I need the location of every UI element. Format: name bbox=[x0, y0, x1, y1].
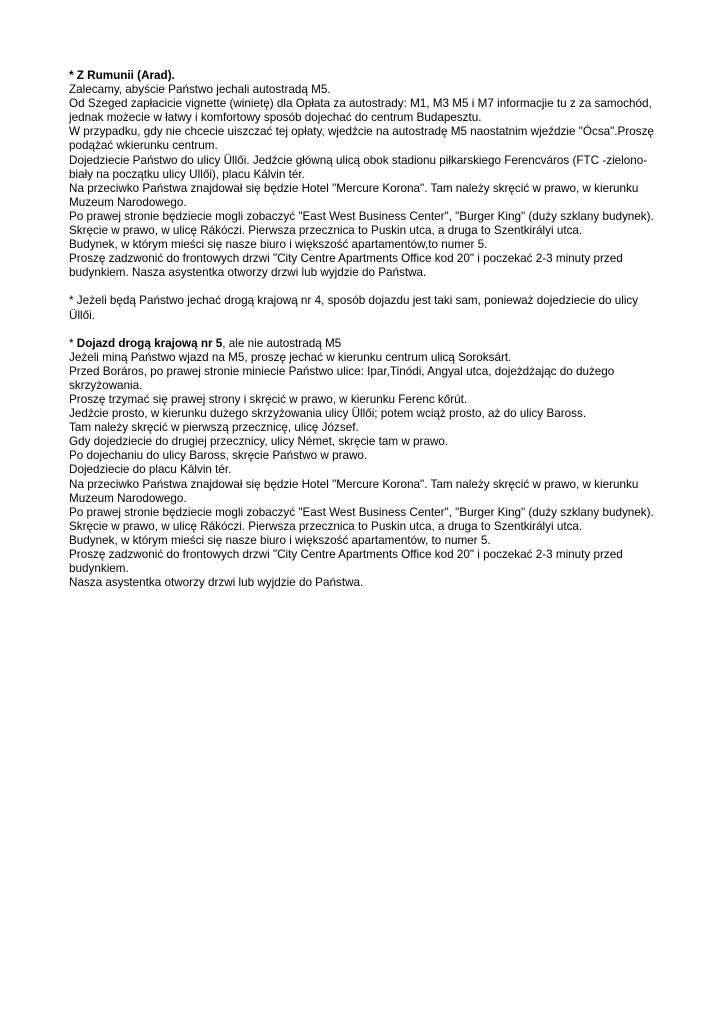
paragraph: Zalecamy, abyście Państwo jechali autostradą M5. bbox=[69, 83, 331, 97]
section-arad bbox=[69, 69, 659, 280]
spacer bbox=[69, 280, 659, 294]
note-road-4: * Jeżeli będą Państwo jechać drogą krajową nr 4, sposób dojazdu jest taki sam, ponieważ dojedziecie do ulicy Üllői. bbox=[69, 294, 639, 322]
paragraph: Po prawej stronie będziecie mogli zobaczyć "East West Business Center", "Burger King" (duży szklany budynek). bbox=[69, 505, 654, 519]
paragraph: Po dojechaniu do ulicy Baross, skręcie Państwo w prawo. bbox=[69, 449, 368, 463]
paragraph: Budynek, w którym mieści się nasze biuro i większość apartamentów,to numer 5. bbox=[69, 238, 488, 252]
paragraph: Proszę trzymać się prawej strony i skręcić w prawo, w kierunku Ferenc kőrút. bbox=[69, 392, 468, 406]
paragraph: Skręcie w prawo, w ulicę Rákóczi. Pierwsza przecznica to Puskin utca, a druga to Szentkirályi utca. bbox=[69, 519, 583, 533]
paragraph: Dojedziecie do placu Kálvin tér. bbox=[69, 463, 232, 477]
document-page bbox=[69, 69, 659, 590]
paragraph: Proszę zadzwonić do frontowych drzwi "City Centre Apartments Office kod 20" i poczekać 2-3 minuty przed budynkiem. bbox=[69, 548, 623, 576]
paragraph: W przypadku, gdy nie chcecie uiszczać tej opłaty, wjedźcie na autostradę M5 naostatnim wjeździe "Ócsa".Proszę podążać wkierunku centrum. bbox=[69, 125, 654, 153]
paragraph: Na przeciwko Państwa znajdował się będzie Hotel "Mercure Korona". Tam należy skręcić w prawo, w kierunku Muzeum Narodowego. bbox=[69, 181, 639, 209]
heading-prefix: * bbox=[69, 336, 77, 350]
paragraph: Od Szeged zapłacicie vignette (winietę) dla Opłata za autostrady: M1, M3 M5 i M7 informacjie tu z za samochód, jednak możecie w łatwy i komfortowy sposób dojechać do centrum Budapesztu. bbox=[69, 97, 652, 125]
paragraph: Na przeciwko Państwa znajdował się będzie Hotel "Mercure Korona". Tam należy skręcić w prawo, w kierunku Muzeum Narodowego. bbox=[69, 477, 639, 505]
paragraph: Budynek, w którym mieści się nasze biuro i większość apartamentów, to numer 5. bbox=[69, 533, 491, 547]
heading-rest: , ale nie autostradą M5 bbox=[222, 336, 342, 350]
paragraph: Jeżeli miną Państwo wjazd na M5, proszę jechać w kierunku centrum ulicą Soroksárt. bbox=[69, 350, 512, 364]
paragraph: Tam należy skręcić w pierwszą przecznicę, ulicę József. bbox=[69, 421, 359, 435]
paragraph: Proszę zadzwonić do frontowych drzwi "City Centre Apartments Office kod 20" i poczekać 2-3 minuty przed budynkiem. Nasza asystentka otworzy drzwi lub wyjdzie do Państwa. bbox=[69, 252, 623, 280]
paragraph: Przed Boráros, po prawej stronie miniecie Państwo ulice: Ipar,Tinódi, Angyal utca, dojeżdżając do dużego skrzyżowania. bbox=[69, 364, 615, 392]
heading-bold: Dojazd drogą krajową nr 5 bbox=[76, 336, 223, 350]
paragraph: Jedźcie prosto, w kierunku dużego skrzyżowania ulicy Üllői; potem wciąż prosto, aż do ulicy Baross. bbox=[69, 407, 587, 421]
paragraph: Gdy dojedziecie do drugiej przecznicy, ulicy Német, skręcie tam w prawo. bbox=[69, 435, 449, 449]
section-heading-road-5 bbox=[69, 337, 659, 351]
section-road-5 bbox=[69, 337, 659, 591]
spacer bbox=[69, 323, 659, 337]
section-heading-arad: * Z Rumunii (Arad). bbox=[69, 69, 175, 82]
paragraph: Skręcie w prawo, w ulicę Rákóczi. Pierwsza przecznica to Puskin utca, a druga to Szentkirályi utca. bbox=[69, 224, 583, 238]
paragraph: Nasza asystentka otworzy drzwi lub wyjdzie do Państwa. bbox=[69, 576, 364, 590]
paragraph: Po prawej stronie będziecie mogli zobaczyć "East West Business Center", "Burger King" (duży szklany budynek). bbox=[69, 209, 654, 223]
paragraph: Dojedziecie Państwo do ulicy Üllői. Jedźcie główną ulicą obok stadionu piłkarskiego Ferencváros (FTC -zielono-biały na początku ulicy Ullői), placu Kálvin tér. bbox=[69, 153, 648, 181]
